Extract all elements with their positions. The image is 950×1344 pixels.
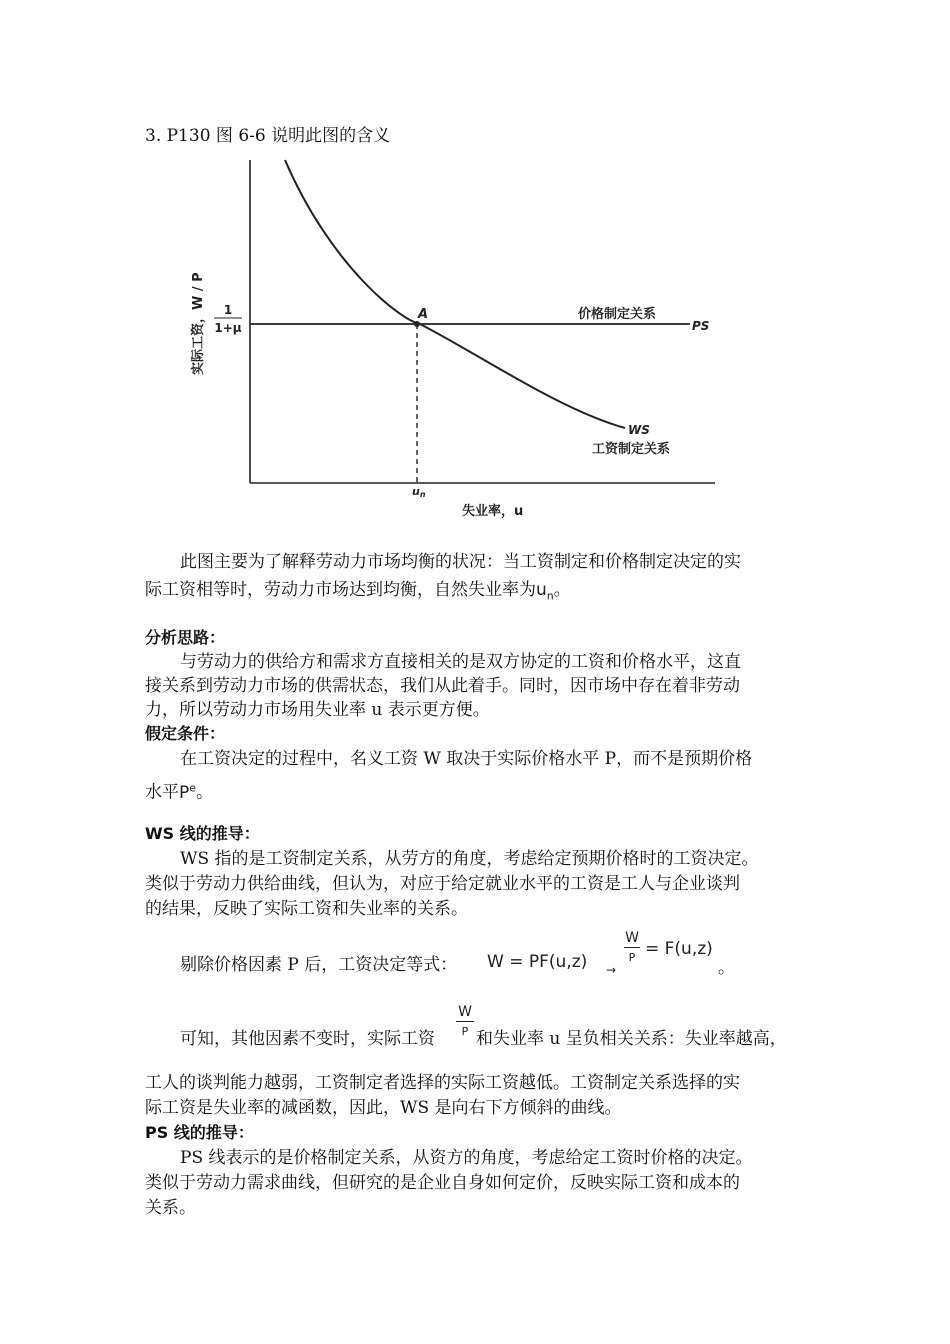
intro-line-2-text: 际工资相等时，劳动力市场达到均衡，自然失业率为 [145, 580, 536, 600]
real-wage-numerator: W [458, 1004, 472, 1020]
x-axis-label: 失业率，u [462, 504, 524, 519]
intro-line-1: 此图主要为了解释劳动力市场均衡的状况：当工资制定和价格制定决定的实 [180, 552, 741, 572]
analysis-line-3: 力，所以劳动力市场用失业率 u 表示更方便。 [145, 700, 490, 720]
analysis-line-2: 接关系到劳动力市场的供需状态，我们从此着手。同时，因市场中存在着非劳动 [145, 676, 740, 696]
assumption-line-2-end: 。 [196, 782, 214, 803]
ps-line-1: PS 线表示的是价格制定关系，从资方的角度，考虑给定工资时价格的决定。 [180, 1148, 753, 1168]
y-tick-numerator: 1 [223, 303, 233, 317]
x-tick-un: un [412, 485, 426, 499]
assumption-title: 假定条件： [145, 724, 226, 743]
assumption-line-2 [145, 776, 213, 805]
pe-symbol: $P^e$ [179, 781, 197, 803]
assumption-line-2-text: 水平 [145, 782, 179, 803]
ws-line-3: 的结果，反映了实际工资和失业率的关系。 [145, 899, 468, 919]
un-symbol: $u_n$ [536, 580, 554, 603]
ws-line-2: 类似于劳动力供给曲线，但认为，对应于给定就业水平的工资是工人与企业谈判 [145, 874, 740, 894]
equation-arrow: → [606, 963, 617, 977]
question-heading: 3. P130 图 6-6 说明此图的含义 [145, 126, 391, 146]
intro-line-2 [145, 578, 571, 608]
figure-svg [180, 150, 740, 530]
analysis-title: 分析思路： [145, 628, 226, 647]
ps-description: 价格制定关系 [578, 307, 657, 322]
y-tick-denominator: 1+μ [214, 321, 242, 335]
assumption-line-1: 在工资决定的过程中，名义工资 W 取决于实际价格水平 P，而不是预期价格 [180, 749, 753, 769]
known-line-post: 和失业率 u 呈负相关关系：失业率越高， [476, 1029, 787, 1049]
ws-line-1: WS 指的是工资制定关系，从劳方的角度，考虑给定预期价格时的工资决定。 [180, 849, 759, 869]
ps-line-2: 类似于劳动力需求曲线，但研究的是企业自身如何定价，反映实际工资和成本的 [145, 1173, 740, 1193]
ws-line-5: 际工资是失业率的减函数，因此，WS 是向右下方倾斜的曲线。 [145, 1098, 622, 1118]
known-line-pre: 可知，其他因素不变时，实际工资 [180, 1029, 435, 1049]
ws-label: WS [628, 423, 650, 437]
ps-section-title: PS 线的推导： [145, 1123, 254, 1142]
ps-label: PS [692, 319, 710, 333]
intro-line-2-end: 。 [553, 580, 571, 600]
ws-curve [285, 160, 625, 428]
equation-intro: 剔除价格因素 P 后，工资决定等式： [180, 955, 458, 975]
analysis-line-1: 与劳动力的供给方和需求方直接相关的是双方协定的工资和价格水平，这直 [180, 652, 741, 672]
equation-end: 。 [718, 958, 735, 978]
labor-market-figure [180, 150, 740, 530]
fraction-numerator: W [625, 930, 639, 946]
equation-wp-fraction [624, 930, 640, 965]
fraction-denominator: P [628, 951, 636, 964]
real-wage-denominator: P [461, 1025, 469, 1038]
ws-description: 工资制定关系 [592, 442, 671, 457]
equation-w-pf: W = PF(u,z) [487, 952, 588, 972]
real-wage-fraction [456, 1004, 474, 1039]
equation-f-uz: = F(u,z) [645, 939, 713, 959]
ws-line-4: 工人的谈判能力越弱，工资制定者选择的实际工资越低。工资制定关系选择的实 [145, 1073, 740, 1093]
y-axis-label: 实际工资，W / P [191, 272, 206, 375]
ws-section-title: WS 线的推导： [145, 824, 260, 843]
point-a-label: A [418, 307, 429, 322]
ps-line-3: 关系。 [145, 1198, 196, 1218]
